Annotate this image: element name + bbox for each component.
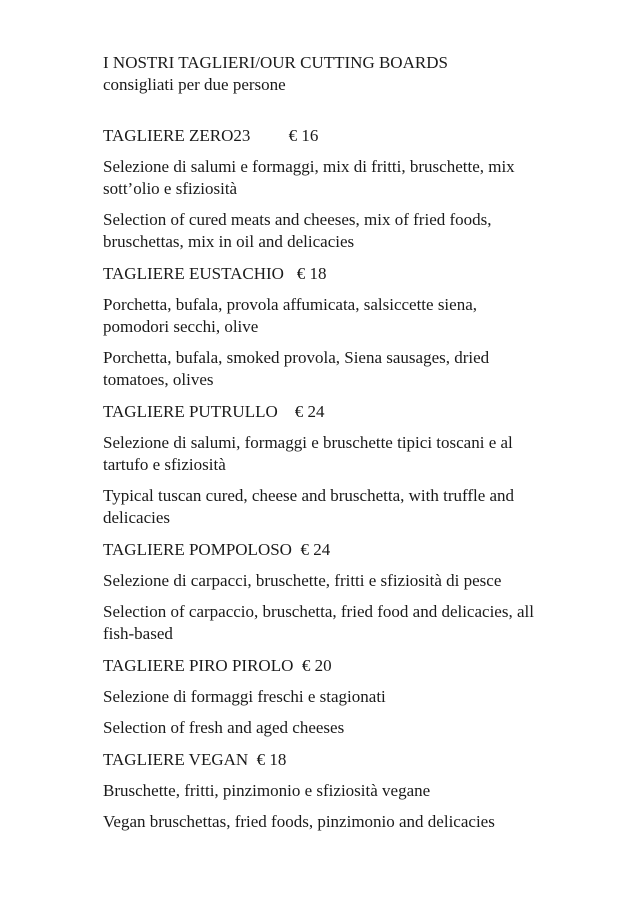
- menu-header: [103, 52, 620, 96]
- board-name: TAGLIERE EUSTACHIO: [103, 264, 284, 283]
- board-description-en: Selection of cured meats and cheeses, mix of fried foods, bruschettas, mix in oil and delicacies: [103, 210, 492, 251]
- board-price: € 20: [301, 656, 332, 675]
- board-description-it: Selezione di formaggi freschi e stagionati: [103, 687, 386, 706]
- board-price: € 16: [288, 126, 319, 145]
- board-description-it: Selezione di carpacci, bruschette, fritti e sfiziosità di pesce: [103, 571, 502, 590]
- board-heading: [103, 655, 620, 677]
- board-heading: [103, 749, 620, 771]
- menu-subtitle: consigliati per due persone: [103, 75, 286, 94]
- board-description-en: Selection of carpaccio, bruschetta, fried food and delicacies, all fish-based: [103, 602, 534, 643]
- board-putrullo: [103, 401, 620, 529]
- board-name: TAGLIERE VEGAN: [103, 750, 249, 769]
- board-description-it: Bruschette, fritti, pinzimonio e sfiziosità vegane: [103, 781, 431, 800]
- menu-title: I NOSTRI TAGLIERI/OUR CUTTING BOARDS: [103, 53, 448, 72]
- board-heading: [103, 539, 620, 561]
- board-description-it: Porchetta, bufala, provola affumicata, salsiccette siena, pomodori secchi, olive: [103, 295, 477, 336]
- board-piro-pirolo: [103, 655, 620, 739]
- board-description-en: Typical tuscan cured, cheese and bruschetta, with truffle and delicacies: [103, 486, 515, 527]
- board-name: TAGLIERE POMPOLOSO: [103, 540, 292, 559]
- board-price: € 24: [294, 402, 325, 421]
- board-name: TAGLIERE PUTRULLO: [103, 402, 278, 421]
- board-description-en: Porchetta, bufala, smoked provola, Siena sausages, dried tomatoes, olives: [103, 348, 490, 389]
- board-name: TAGLIERE PIRO PIROLO: [103, 656, 294, 675]
- board-pompoloso: [103, 539, 620, 645]
- board-eustachio: [103, 263, 620, 391]
- board-price: € 24: [300, 540, 331, 559]
- board-vegan: [103, 749, 620, 833]
- board-description-en: Vegan bruschettas, fried foods, pinzimonio and delicacies: [103, 812, 495, 831]
- board-price: € 18: [256, 750, 287, 769]
- board-description-en: Selection of fresh and aged cheeses: [103, 718, 345, 737]
- board-description-it: Selezione di salumi e formaggi, mix di fritti, bruschette, mix sott’olio e sfiziosità: [103, 157, 515, 198]
- board-heading: [103, 125, 620, 147]
- board-heading: [103, 263, 620, 285]
- board-description-it: Selezione di salumi, formaggi e bruschette tipici toscani e al tartufo e sfiziosità: [103, 433, 513, 474]
- board-price: € 18: [296, 264, 327, 283]
- board-heading: [103, 401, 620, 423]
- board-zero23: [103, 125, 620, 253]
- board-name: TAGLIERE ZERO23: [103, 126, 251, 145]
